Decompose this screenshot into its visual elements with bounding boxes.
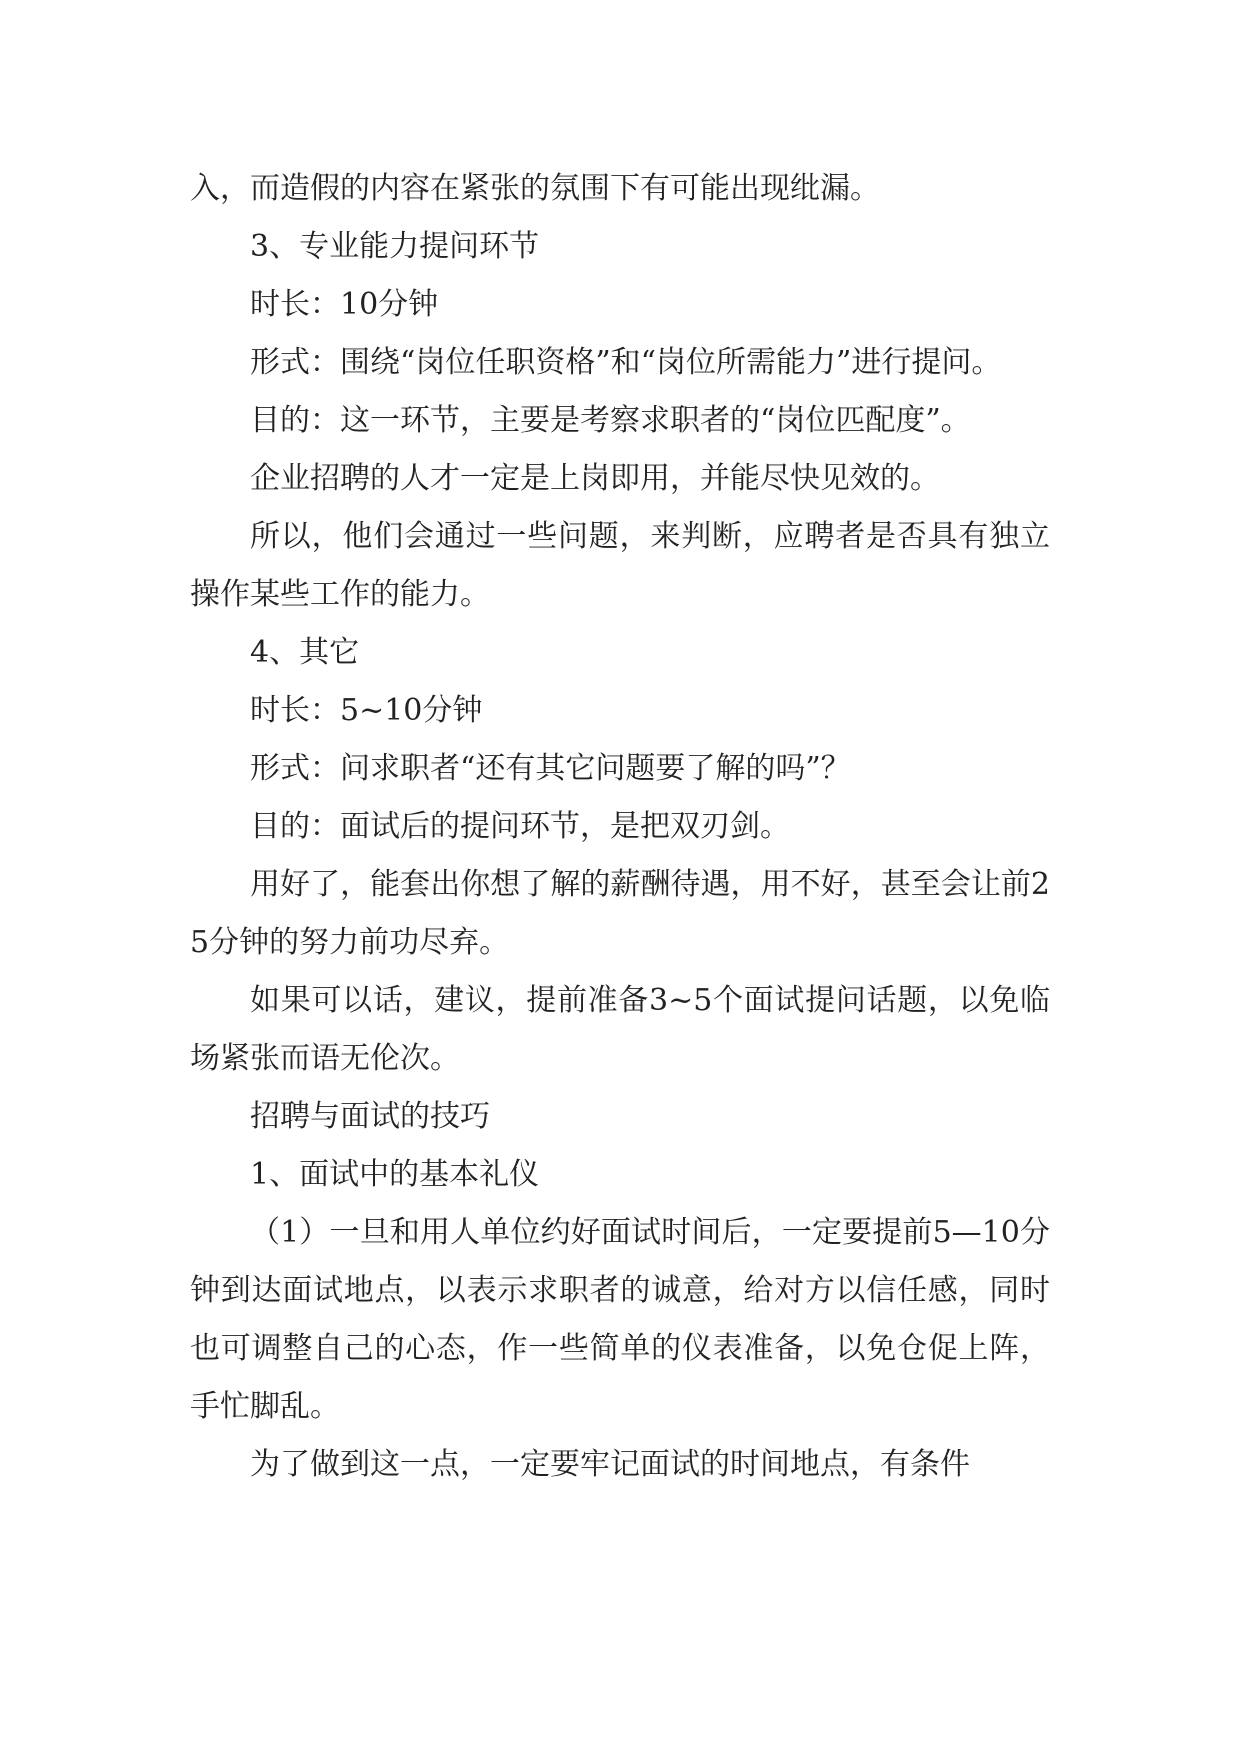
paragraph-format: 形式：问求职者“还有其它问题要了解的吗”？ — [250, 751, 851, 786]
paragraph-format: 形式：围绕“岗位任职资格”和“岗位所需能力”进行提问。 — [250, 345, 1002, 380]
paragraph-purpose: 目的：面试后的提问环节，是把双刃剑。 — [250, 809, 790, 844]
paragraph-body: 所以，他们会通过一些问题，来判断，应聘者是否具有独立操作某些工作的能力。 — [190, 519, 1050, 612]
paragraph-body: 如果可以话，建议，提前准备3~5个面试提问话题，以免临场紧张而语无伦次。 — [190, 983, 1050, 1076]
document-body — [190, 160, 1050, 1494]
paragraph-purpose: 目的：这一环节，主要是考察求职者的“岗位匹配度”。 — [250, 403, 971, 438]
paragraph-body: 用好了，能套出你想了解的薪酬待遇，用不好，甚至会让前25分钟的努力前功尽弃。 — [190, 867, 1050, 960]
section-heading-professional-ability: 3、专业能力提问环节 — [250, 229, 540, 264]
paragraph-continuation: 入，而造假的内容在紧张的氛围下有可能出现纰漏。 — [190, 171, 880, 206]
section-heading-other: 4、其它 — [250, 635, 360, 670]
paragraph-body: 企业招聘的人才一定是上岗即用，并能尽快见效的。 — [250, 461, 940, 496]
section-heading-etiquette: 1、面试中的基本礼仪 — [250, 1157, 540, 1192]
paragraph-duration: 时长：10分钟 — [250, 287, 439, 322]
paragraph-body: 为了做到这一点，一定要牢记面试的时间地点，有条件 — [250, 1447, 970, 1482]
paragraph-duration: 时长：5~10分钟 — [250, 693, 483, 728]
paragraph-body: （1）一旦和用人单位约好面试时间后，一定要提前5—10分钟到达面试地点，以表示求职者的诚意，给对方以信任感，同时也可调整自己的心态，作一些简单的仪表准备，以免仓促上阵，手忙脚乱。 — [190, 1215, 1050, 1424]
section-heading-interview-tips: 招聘与面试的技巧 — [250, 1099, 490, 1134]
